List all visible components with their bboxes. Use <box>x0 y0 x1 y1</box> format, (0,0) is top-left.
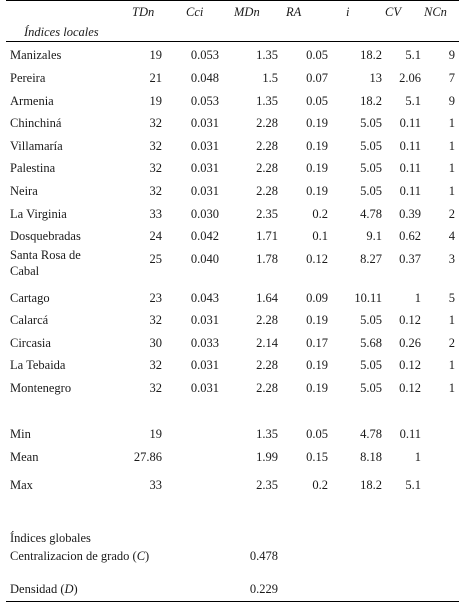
cell-cv: 5.1 <box>405 48 421 62</box>
cell-ra: 0.07 <box>306 71 328 85</box>
cell-ncn: 2 <box>448 336 455 350</box>
cell-i: 5.05 <box>360 358 382 372</box>
cell-tdn: 32 <box>149 313 162 327</box>
global-indices-title: Índices globales <box>10 531 91 545</box>
cell-cv: 0.37 <box>399 252 421 266</box>
cell-i: 18.2 <box>360 478 382 492</box>
row-label: Villamaría <box>10 139 63 153</box>
cell-i: 5.05 <box>360 161 382 175</box>
cell-ncn: 4 <box>448 229 455 243</box>
table-row <box>6 181 459 201</box>
cell-cci: 0.030 <box>190 207 219 221</box>
row-label: Mean <box>10 450 39 464</box>
row-label: Circasia <box>10 336 51 350</box>
cell-i: 4.78 <box>360 207 382 221</box>
cell-cci: 0.031 <box>190 116 219 130</box>
global-row <box>6 546 459 566</box>
cell-cv: 5.1 <box>405 94 421 108</box>
table-row <box>6 45 459 65</box>
row-label: La Tebaida <box>10 358 66 372</box>
cell-cv: 2.06 <box>399 71 421 85</box>
cell-tdn: 27.86 <box>133 450 162 464</box>
cell-ra: 0.12 <box>306 252 328 266</box>
cell-i: 5.05 <box>360 116 382 130</box>
header-mdn: MDn <box>234 5 260 19</box>
cell-ra: 0.19 <box>306 139 328 153</box>
header-cci: Cci <box>186 5 204 19</box>
cell-cv: 0.12 <box>399 381 421 395</box>
cell-i: 5.68 <box>360 336 382 350</box>
cell-mdn: 2.28 <box>256 116 278 130</box>
table-row <box>6 68 459 88</box>
cell-i: 9.1 <box>366 229 382 243</box>
cell-cv: 0.11 <box>399 427 421 441</box>
cell-mdn: 2.14 <box>256 336 278 350</box>
row-label: Dosquebradas <box>10 229 81 243</box>
table-row <box>6 288 459 308</box>
cell-ncn: 1 <box>448 116 455 130</box>
stats-row <box>6 475 459 495</box>
cell-cci: 0.040 <box>190 252 219 266</box>
cell-tdn: 23 <box>149 291 162 305</box>
row-label: Calarcá <box>10 313 49 327</box>
cell-ncn: 5 <box>448 291 455 305</box>
cell-tdn: 32 <box>149 184 162 198</box>
row-label: Armenia <box>10 94 54 108</box>
cell-ra: 0.2 <box>312 207 328 221</box>
cell-tdn: 33 <box>149 207 162 221</box>
table-row <box>6 204 459 224</box>
cell-tdn: 32 <box>149 161 162 175</box>
cell-ra: 0.19 <box>306 116 328 130</box>
cell-i: 5.05 <box>360 184 382 198</box>
cell-ncn: 3 <box>448 252 455 266</box>
cell-cci: 0.048 <box>190 71 219 85</box>
cell-cv: 0.62 <box>399 229 421 243</box>
cell-cci: 0.031 <box>190 313 219 327</box>
cell-ra: 0.17 <box>306 336 328 350</box>
row-label: Min <box>10 427 31 441</box>
cell-ncn: 1 <box>448 313 455 327</box>
cell-ra: 0.05 <box>306 427 328 441</box>
cell-cv: 5.1 <box>405 478 421 492</box>
cell-mdn: 2.28 <box>256 184 278 198</box>
table-row <box>6 226 459 246</box>
cell-ncn: 9 <box>448 48 455 62</box>
table-row <box>6 91 459 111</box>
row-label: Max <box>10 478 33 492</box>
cell-ra: 0.19 <box>306 358 328 372</box>
cell-cci: 0.031 <box>190 161 219 175</box>
cell-i: 5.05 <box>360 381 382 395</box>
cell-cv: 0.11 <box>399 184 421 198</box>
cell-ncn: 1 <box>448 184 455 198</box>
cell-tdn: 19 <box>149 48 162 62</box>
cell-mdn: 1.35 <box>256 427 278 441</box>
cell-mdn: 2.28 <box>256 358 278 372</box>
cell-cci: 0.031 <box>190 358 219 372</box>
cell-i: 5.05 <box>360 313 382 327</box>
cell-ra: 0.15 <box>306 450 328 464</box>
cell-ncn: 1 <box>448 358 455 372</box>
cell-i: 8.18 <box>360 450 382 464</box>
header-ncn: NCn <box>424 5 447 19</box>
global-label: Centralizacion de grado (C) <box>10 549 150 563</box>
stats-row <box>6 447 459 467</box>
header-rule <box>6 41 459 42</box>
table-row <box>6 378 459 398</box>
cell-i: 18.2 <box>360 48 382 62</box>
row-label: Pereira <box>10 71 46 85</box>
cell-cv: 0.26 <box>399 336 421 350</box>
cell-tdn: 30 <box>149 336 162 350</box>
table-row <box>6 248 459 278</box>
cell-cv: 1 <box>414 450 421 464</box>
cell-i: 13 <box>369 71 382 85</box>
header-cv: CV <box>385 5 401 19</box>
cell-ncn: 7 <box>448 71 455 85</box>
cell-tdn: 21 <box>149 71 162 85</box>
global-title-row <box>6 528 459 548</box>
cell-mdn: 1.78 <box>256 252 278 266</box>
cell-ncn: 9 <box>448 94 455 108</box>
cell-mdn: 2.28 <box>256 381 278 395</box>
cell-mdn: 2.35 <box>256 478 278 492</box>
cell-mdn: 1.99 <box>256 450 278 464</box>
table-row <box>6 310 459 330</box>
row-label: Cartago <box>10 291 50 305</box>
cell-ra: 0.1 <box>312 229 328 243</box>
header-tdn: TDn <box>132 5 155 19</box>
row-label: Neira <box>10 184 38 198</box>
cell-tdn: 24 <box>149 229 162 243</box>
cell-tdn: 25 <box>149 252 162 266</box>
global-value: 0.478 <box>249 549 278 563</box>
row-label: Montenegro <box>10 381 72 395</box>
cell-mdn: 2.28 <box>256 139 278 153</box>
table-row <box>6 136 459 156</box>
cell-mdn: 2.28 <box>256 313 278 327</box>
global-row <box>6 579 459 599</box>
cell-tdn: 32 <box>149 381 162 395</box>
cell-cci: 0.031 <box>190 139 219 153</box>
section-local-title <box>6 22 459 42</box>
header-i: i <box>346 5 350 19</box>
cell-mdn: 2.35 <box>256 207 278 221</box>
cell-i: 8.27 <box>360 252 382 266</box>
cell-cci: 0.043 <box>190 291 219 305</box>
cell-mdn: 1.71 <box>256 229 278 243</box>
cell-i: 4.78 <box>360 427 382 441</box>
row-label: Santa Rosa de Cabal <box>10 248 81 278</box>
cell-mdn: 1.5 <box>262 71 278 85</box>
local-indices-title: Índices locales <box>24 25 99 39</box>
top-rule <box>6 0 459 1</box>
header-ra: RA <box>286 5 302 19</box>
cell-ra: 0.19 <box>306 313 328 327</box>
cell-ncn: 1 <box>448 161 455 175</box>
cell-i: 5.05 <box>360 139 382 153</box>
cell-ra: 0.05 <box>306 94 328 108</box>
cell-tdn: 19 <box>149 427 162 441</box>
cell-cv: 1 <box>414 291 421 305</box>
cell-cci: 0.053 <box>190 94 219 108</box>
table-row <box>6 158 459 178</box>
cell-cv: 0.39 <box>399 207 421 221</box>
cell-ra: 0.05 <box>306 48 328 62</box>
table-row <box>6 355 459 375</box>
bottom-rule <box>6 601 459 602</box>
cell-ncn: 1 <box>448 381 455 395</box>
cell-ncn: 2 <box>448 207 455 221</box>
cell-ncn: 1 <box>448 139 455 153</box>
cell-ra: 0.19 <box>306 184 328 198</box>
stats-row <box>6 424 459 444</box>
cell-i: 10.11 <box>354 291 382 305</box>
row-label: Manizales <box>10 48 62 62</box>
cell-ra: 0.2 <box>312 478 328 492</box>
cell-tdn: 32 <box>149 116 162 130</box>
cell-cv: 0.11 <box>399 139 421 153</box>
row-label: La Virginia <box>10 207 67 221</box>
cell-tdn: 32 <box>149 358 162 372</box>
row-label: Palestina <box>10 161 56 175</box>
global-label: Densidad (D) <box>10 582 78 596</box>
cell-cv: 0.12 <box>399 313 421 327</box>
cell-ra: 0.09 <box>306 291 328 305</box>
global-value: 0.229 <box>249 582 278 596</box>
cell-cv: 0.12 <box>399 358 421 372</box>
cell-cci: 0.031 <box>190 381 219 395</box>
cell-ra: 0.19 <box>306 161 328 175</box>
cell-mdn: 2.28 <box>256 161 278 175</box>
cell-tdn: 19 <box>149 94 162 108</box>
cell-cci: 0.053 <box>190 48 219 62</box>
cell-mdn: 1.64 <box>256 291 278 305</box>
cell-mdn: 1.35 <box>256 48 278 62</box>
cell-tdn: 32 <box>149 139 162 153</box>
cell-cci: 0.033 <box>190 336 219 350</box>
cell-ra: 0.19 <box>306 381 328 395</box>
cell-tdn: 33 <box>149 478 162 492</box>
cell-mdn: 1.35 <box>256 94 278 108</box>
table-row <box>6 113 459 133</box>
cell-cci: 0.042 <box>190 229 219 243</box>
cell-i: 18.2 <box>360 94 382 108</box>
header-row <box>6 2 459 22</box>
cell-cci: 0.031 <box>190 184 219 198</box>
cell-cv: 0.11 <box>399 161 421 175</box>
cell-cv: 0.11 <box>399 116 421 130</box>
row-label: Chinchiná <box>10 116 62 130</box>
table-row <box>6 333 459 353</box>
